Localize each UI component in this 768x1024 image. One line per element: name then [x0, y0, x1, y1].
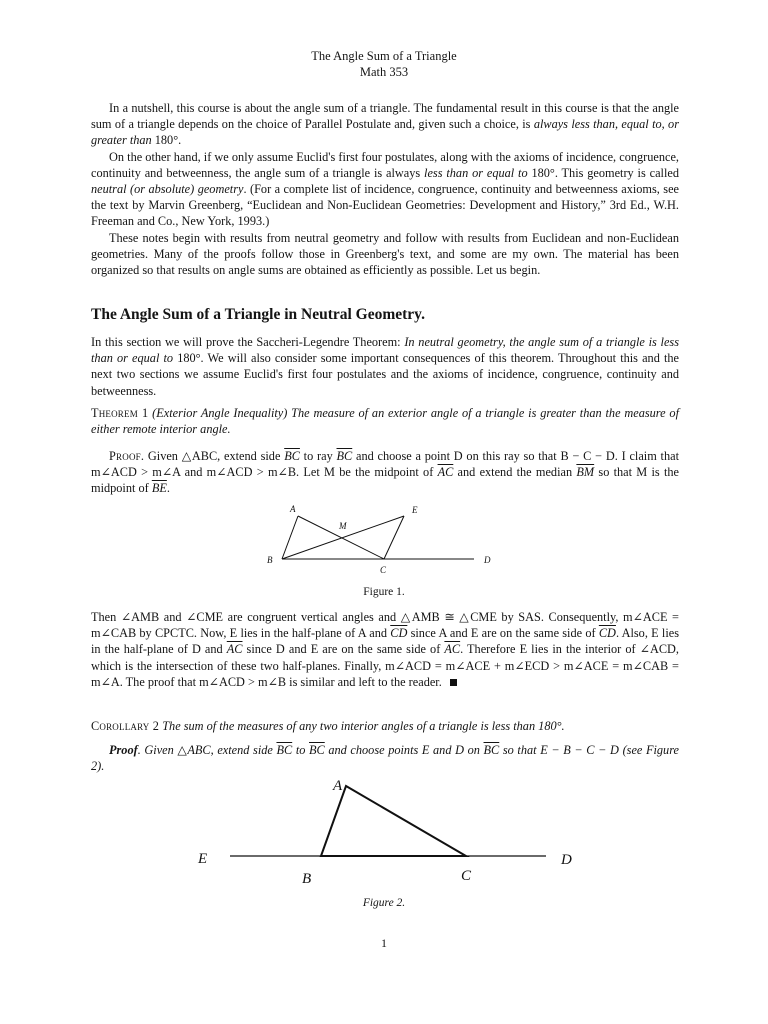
figure2-label-d: D: [561, 852, 572, 868]
section-intro: [91, 334, 679, 399]
title-block: [0, 48, 768, 80]
figure-1-diagram: [262, 500, 502, 580]
intro-paragraph-2: On the other hand, if we only assume Euclid's first four postulates, along with the axioms of incidence, congruence, continuity and betweenness, the angle sum of a triangle is always less than or equal to 180°. This geometry is called neutral (or absolute) geometry. (For a complete list of incidence, congruence, continuity and betweenness axioms, see the text by Marvin Greenberg, “Euclidean and Non-Euclidean Geometries: Development and History,” 3rd Ed., W.H. Freeman and Co., New York, 1993.): [91, 149, 680, 229]
intro-paragraph-1: In a nutshell, this course is about the angle sum of a triangle. The fundamental result in this course is that the angle sum of a triangle depends on the choice of Parallel Postulate and, given such a choice, is always less than, equal to, or greater than 180°.: [91, 101, 679, 148]
corollary-label: Corollary 2: [91, 719, 160, 733]
intro-section: [91, 100, 679, 278]
proof-2-label: Proof: [109, 743, 138, 757]
figure1-label-b: B: [267, 555, 273, 565]
figure2-label-b: B: [302, 871, 312, 887]
corollary-2: [91, 718, 679, 734]
figure1-label-a: A: [290, 504, 296, 514]
figure-2-caption: Figure 2.: [362, 897, 406, 909]
figure-2-diagram: [190, 772, 590, 892]
document-title: The Angle Sum of a Triangle: [311, 49, 457, 63]
figure1-label-m: M: [339, 521, 347, 531]
figure2-label-c: C: [461, 868, 472, 884]
theorem-label: Theorem 1: [91, 406, 149, 420]
proof-1-continued: Then ∠AMB and ∠CME are congruent vertical angles and △AMB ≅ △CME by SAS. Consequently, m∠ACE = m∠CAB by CPCTC. Now, E lies in the half-plane of A and $\overline{CD}$ since A and E are on the same side of $\overline{CD}$. Also, E lies in the half-plane of D and $\overline{AC}$ since D and E are on the same side of $\overline{AC}$. Therefore E lies in the interior of ∠ACD, which is the intersection of these two half-planes. Finally, m∠ACD = m∠ACE + m∠ECD > m∠ACE = m∠CAB = m∠A. The proof that m∠ACD > m∠B is similar and left to the reader.: [91, 610, 679, 689]
corollary-statement: The sum of the measures of any two interior angles of a triangle is less than 180°.: [162, 719, 565, 733]
page-number: 1: [381, 936, 387, 950]
intro-paragraph-3: These notes begin with results from neutral geometry and follow with results from Euclidean and non-Euclidean geometries. Many of the proofs follow those in Greenberg's text, and some are my own. The material has been organized so that results on angle sums are obtained as efficiently as possible. Let us begin.: [91, 230, 679, 278]
qed-square-icon: [450, 679, 457, 686]
figure1-label-c: C: [380, 565, 387, 575]
proof-label: Proof.: [109, 449, 145, 463]
section-paragraph: In this section we will prove the Saccheri-Legendre Theorem: In neutral geometry, the angle sum of a triangle is less than or equal to 180°. We will also consider some important consequences of this theorem. Throughout this and the next two sections we assume Euclid's first four postulates and the axioms of incidence, congruence, continuity and betweenness.: [91, 335, 679, 398]
theorem-statement: (Exterior Angle Inequality) The measure of an exterior angle of a triangle is greater than the measure of either remote interior angle.: [91, 406, 679, 437]
figure1-label-d: D: [484, 555, 491, 565]
section-heading: The Angle Sum of a Triangle in Neutral Geometry.: [91, 306, 425, 323]
figure-1-caption: Figure 1.: [363, 586, 405, 598]
segment-ba: [282, 516, 298, 559]
course-name: Math 353: [359, 65, 409, 79]
figure2-label-a: A: [333, 778, 343, 794]
figure1-label-e: E: [412, 505, 418, 515]
proof-2: Proof. Given △ABC, extend side $\overline{BC}$ to $\overline{BC}$ and choose points E and D on $\overline{BC}$ so that E − B − C − D (see Figure 2).: [91, 743, 679, 774]
triangle-abc: [321, 786, 466, 856]
proof-1: Proof. Given △ABC, extend side $\overline{BC}$ to ray $\overline{BC}$ and choose a point D on this ray so that B − C − D. I claim that m∠ACD > m∠A and m∠ACD > m∠B. Let M be the midpoint of $\overline{AC}$ and extend the median $\overline{BM}$ so that M is the midpoint of $\overline{BE}$.: [91, 449, 680, 496]
theorem-1: [91, 405, 679, 437]
figure2-label-e: E: [198, 851, 208, 867]
